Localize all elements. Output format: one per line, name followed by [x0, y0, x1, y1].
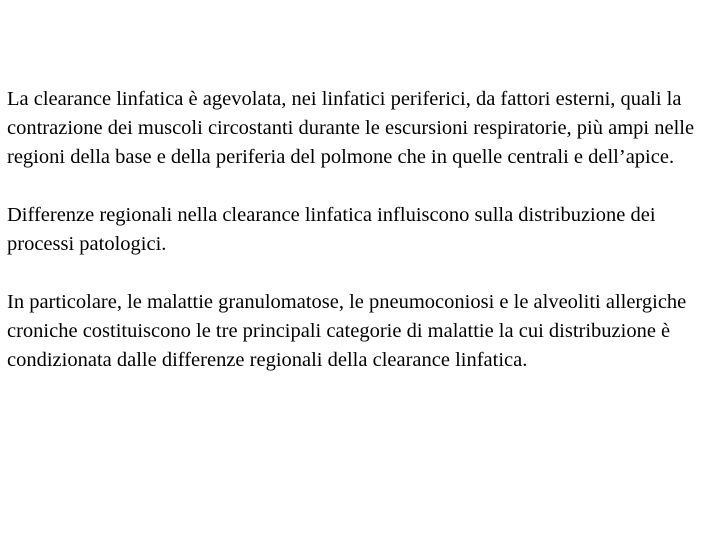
paragraph-disease-categories: In particolare, le malattie granulomatose, le pneumoconiosi e le alveoliti allergiche croniche costituiscono le tre principali categorie di malattie la cui distribuzione è condizionata dalle differenze regionali della clearance linfatica. — [7, 291, 687, 371]
paragraph-clearance-factors: La clearance linfatica è agevolata, nei linfatici periferici, da fattori esterni, quali la contrazione dei muscoli circostanti durante le escursioni respiratorie, più ampi nelle regioni della base e della periferia del polmone che in quelle centrali e dell’apice. — [7, 88, 695, 168]
paragraph-regional-differences: Differenze regionali nella clearance linfatica influiscono sulla distribuzione dei processi patologici. — [7, 204, 656, 255]
body-text — [7, 85, 717, 375]
